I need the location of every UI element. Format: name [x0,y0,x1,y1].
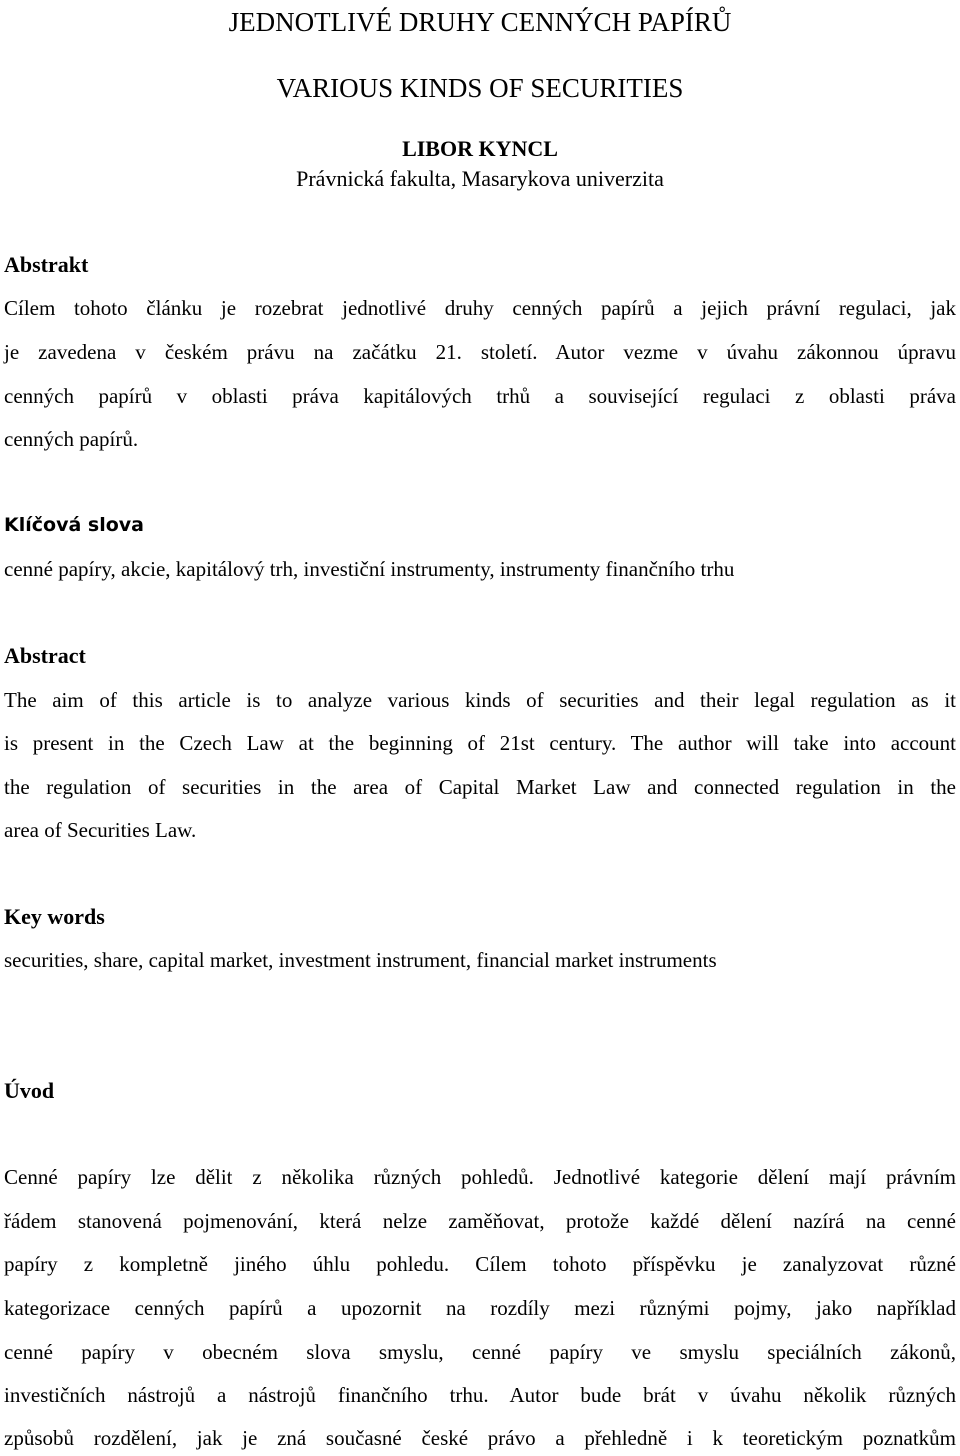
abstract-line-4: area of Securities Law. [4,818,197,842]
abstract-line-3: the regulation of securities in the area of Capital Market Law and connected regulation in the [4,775,956,799]
author-name: LIBOR KYNCL [402,136,558,161]
title-english: VARIOUS KINDS OF SECURITIES [276,73,684,103]
abstract-heading: Abstract [4,643,86,668]
abstrakt-line-3: cenných papírů v oblasti práva kapitálových trhů a související regulaci z oblasti práva [4,384,956,408]
abstrakt-line-2: je zavedena v českém právu na začátku 21. století. Autor vezme v úvahu zákonnou úpravu [4,340,956,364]
key-words-heading: Key words [4,904,105,929]
uvod-line-6: investičních nástrojů a nástrojů finančního trhu. Autor bude brát v úvahu několik různých [4,1383,956,1407]
author-affiliation: Právnická fakulta, Masarykova univerzita [296,166,664,191]
abstract-line-2: is present in the Czech Law at the beginning of 21st century. The author will take into account [4,731,956,755]
uvod-line-2: řádem stanovená pojmenování, která nelze zaměňovat, protože každé dělení nazírá na cenné [4,1209,956,1233]
abstrakt-line-1: Cílem tohoto článku je rozebrat jednotlivé druhy cenných papírů a jejich právní regulaci, jak [4,296,956,320]
abstrakt-line-4: cenných papírů. [4,427,139,451]
key-words-text: securities, share, capital market, investment instrument, financial market instruments [4,948,717,972]
uvod-heading: Úvod [4,1078,55,1103]
abstrakt-heading: Abstrakt [4,252,89,277]
klicova-slova-heading: Klíčová slova [4,514,144,536]
uvod-line-4: kategorizace cenných papírů a upozornit na rozdíly mezi různými pojmy, jako například [4,1296,956,1320]
klicova-slova-text: cenné papíry, akcie, kapitálový trh, investiční instrumenty, instrumenty finančního trhu [4,557,735,581]
title-czech: JEDNOTLIVÉ DRUHY CENNÝCH PAPÍRŮ [228,7,732,37]
uvod-line-7: způsobů rozdělení, jak je zná současné české právo a přehledně i k teoretickým poznatkům [4,1426,956,1450]
uvod-line-3: papíry z kompletně jiného úhlu pohledu. Cílem tohoto příspěvku je zanalyzovat různé [4,1252,956,1276]
uvod-line-5: cenné papíry v obecném slova smyslu, cenné papíry ve smyslu speciálních zákonů, [4,1340,956,1364]
uvod-line-1: Cenné papíry lze dělit z několika různých pohledů. Jednotlivé kategorie dělení mají právním [4,1165,956,1189]
abstract-line-1: The aim of this article is to analyze various kinds of securities and their legal regulation as it [4,688,956,712]
